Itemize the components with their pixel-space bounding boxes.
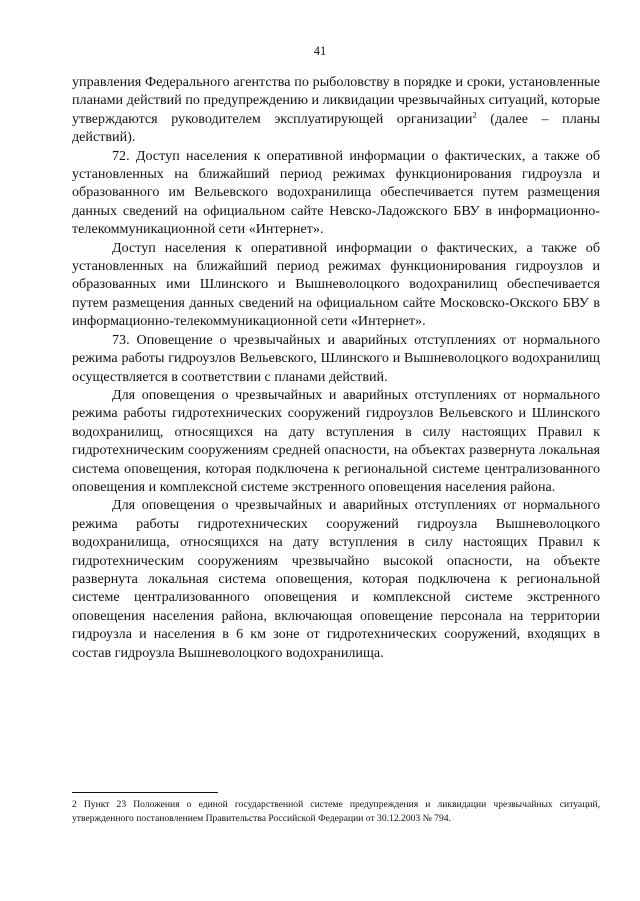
paragraph-access: Доступ населения к оперативной информации о фактических, а также об установленных на ближайший период режимах функционирования гидроузлов и образованных ими Шлинского и Вышневолоцкого водохранилищ обеспечивается путем размещения данных сведений на официальном сайте Московско-Окского БВУ в информационно-телекоммуникационной сети «Интернет».	[72, 239, 600, 330]
document-body	[72, 73, 600, 662]
paragraph-73: 73. Оповещение о чрезвычайных и аварийных отступлениях от нормального режима работы гидроузлов Вельевского, Шлинского и Вышневолоцкого водохранилищ осуществляется в соответствии с планами действий.	[72, 331, 600, 385]
paragraph-tail: (далее – планы действий).	[72, 110, 600, 146]
paragraph-text: управления Федерального агентства по рыболовству в порядке и сроки, установленные планами действий по предупреждению и ликвидации чрезвычайных ситуаций, которые утверждаются руководителем эксплуатирующей организации	[72, 74, 600, 127]
paragraph-notification-medium: Для оповещения о чрезвычайных и аварийных отступлениях от нормального режима работы гидротехнических сооружений гидроузлов Вельевского и Шлинского водохранилищ, относящихся на дату вступления в силу настоящих Правил к гидротехническим сооружениям средней опасности, на объектах развернута локальная система оповещения, которая подключена к региональной системе централизованного оповещения и комплексной системе экстренного оповещения населения района.	[72, 386, 600, 495]
footnote: 2 Пункт 23 Положения о единой государственной системе предупреждения и ликвидации чрезвычайных ситуаций, утвержденного постановлением Правительства Российской Федерации от 30.12.2003 № 794.	[72, 799, 600, 824]
page-number: 41	[313, 44, 327, 58]
paragraph-72: 72. Доступ населения к оперативной информации о фактических, а также об установленных на ближайший период режимах функционирования гидроузла и образованного им Вельевского водохранилища обеспечивается путем размещения данных сведений на официальном сайте Невско-Ладожского БВУ в информационно-телекоммуникационной сети «Интернет».	[72, 147, 600, 238]
paragraph-notification-high: Для оповещения о чрезвычайных и аварийных отступлениях от нормального режима работы гидротехнических сооружений гидроузла Вышневолоцкого водохранилища, относящихся на дату вступления в силу настоящих Правил к гидротехническим сооружениям чрезвычайно высокой опасности, на объекте развернута локальная система оповещения, которая подключена к региональной системе централизованного оповещения и комплексной системе экстренного оповещения населения района, включающая оповещение персонала на территории гидроузла и населения в 6 км зоне от гидротехнических сооружений, входящих в состав гидроузла Вышневолоцкого водохранилища.	[72, 497, 600, 661]
paragraph-continuation	[72, 73, 600, 147]
footnote-reference: 2	[472, 109, 477, 120]
footnote-divider	[72, 792, 218, 793]
